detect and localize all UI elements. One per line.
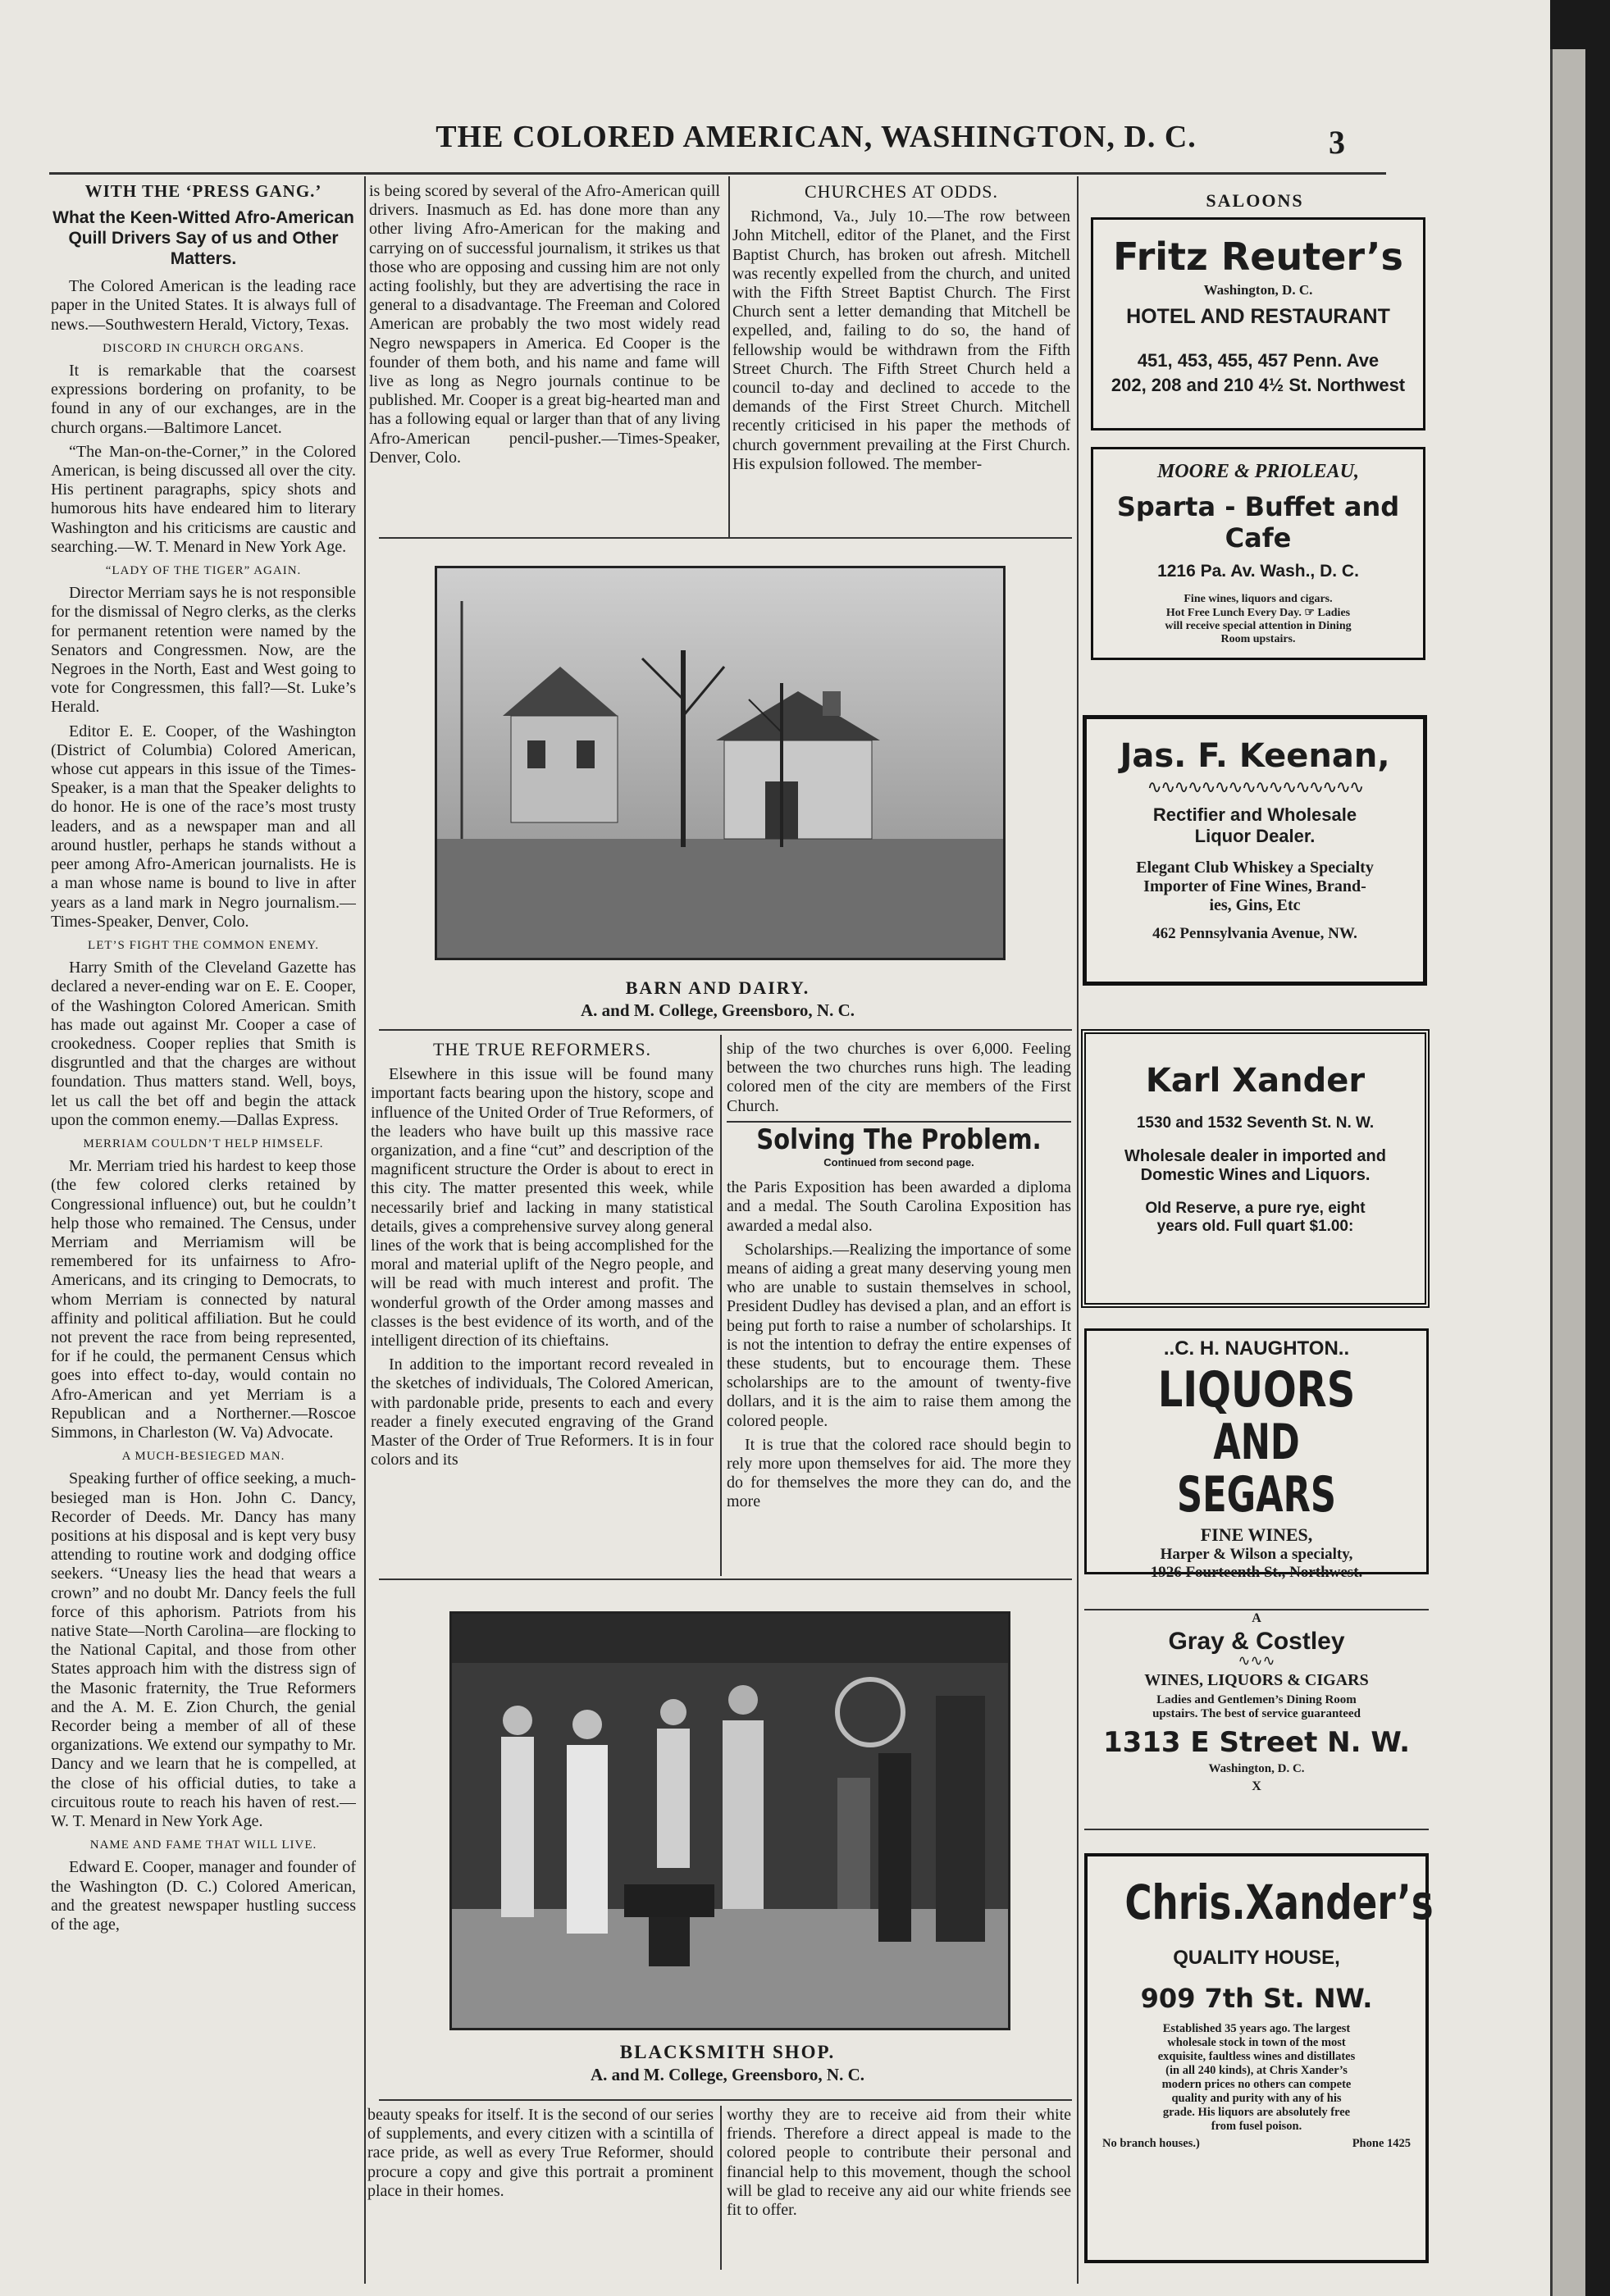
press-gang-item: “The Man-on-the-Corner,” in the Colored American, is being discussed all over the city. His pertinent paragraphs, spicy shots and humorous hits have endeared him to literary Washington and his criticisms are caustic and searching.—W. T. Menard in New York Age. — [51, 442, 356, 556]
ad-line: FINE WINES, — [1200, 1524, 1313, 1545]
ad-line: Wholesale dealer in imported and — [1124, 1147, 1386, 1165]
page-number: 3 — [1329, 124, 1345, 161]
ad-line: Rectifier and Wholesale — [1152, 804, 1357, 825]
churches-at-odds-article — [732, 182, 1070, 535]
ad-line: QUALITY HOUSE, — [1173, 1947, 1340, 1969]
section-rule — [379, 1578, 1072, 1580]
ad-address: 1216 Pa. Av. Wash., D. C. — [1157, 562, 1359, 581]
article-paragraph: the Paris Exposition has been awarded a diploma and a medal. The South Carolina Exposition has awarded a medal also. — [727, 1178, 1071, 1235]
naughton-ad — [1084, 1328, 1429, 1581]
chris-xander-ad — [1084, 1853, 1434, 2263]
ad-line: No branch houses.) — [1102, 2137, 1200, 2150]
column-rule — [728, 176, 730, 537]
ad-address: 202, 208 and 210 4½ St. Northwest — [1111, 375, 1406, 395]
churches-heading: CHURCHES AT ODDS. — [804, 182, 999, 202]
cooper-article-continued — [369, 182, 720, 531]
masthead-rule — [49, 172, 1386, 175]
press-gang-item: Editor E. E. Cooper, of the Washington (District of Columbia) Colored American, whose cut appears in this issue of the Times-Speaker, is a man that the Speaker delights to do honor. He is one of the race’s most trusty leaders, and as a newspaper man and all around hustler, perhaps he stands without a peer among Afro-American journalists. He is a man whose name is bound to live in after years as a land mark in Negro journalism.—Times-Speaker, Denver, Colo. — [51, 722, 356, 931]
press-gang-item: Director Merriam says he is not responsible for the dismissal of Negro clerks, as the clerks for permanent retention were named by the Senators and Congressmen. Now, are the Negroes in the North, East and West going to vote for Congressmen, this fall?—St. Luke’s Herald. — [51, 584, 356, 717]
ad-address: 1313 E Street N. W. — [1102, 1726, 1411, 1759]
ad-line: Liquor Dealer. — [1194, 826, 1316, 846]
ad-name: Gray & Costley — [1168, 1628, 1345, 1655]
barn-illustration — [437, 568, 1003, 958]
ad-name: Jas. F. Keenan, — [1120, 737, 1390, 775]
ad-line: upstairs. The best of service guaranteed — [1152, 1707, 1361, 1720]
press-gang-subheading: MERRIAM COULDN’T HELP HIMSELF. — [83, 1137, 324, 1150]
page-edge — [1550, 49, 1585, 2296]
section-rule — [727, 1121, 1071, 1123]
ad-address: 451, 453, 455, 457 Penn. Ave — [1137, 350, 1380, 371]
ad-line: WINES, LIQUORS & CIGARS — [1144, 1671, 1369, 1689]
ad-line: exquisite, faultless wines and distillates — [1157, 2050, 1356, 2063]
ad-address: 1926 Fourteenth St., Northwest. — [1150, 1564, 1363, 1581]
ad-headline: AND SEGARS — [1177, 1414, 1336, 1524]
ad-address: 1530 and 1532 Seventh St. N. W. — [1136, 1114, 1375, 1132]
true-reformers-article — [371, 1040, 714, 1573]
ad-line: Room upstairs. — [1220, 633, 1296, 645]
press-gang-deck: What the Keen-Witted Afro-American Quill Drivers Say of us and Other Matters. — [52, 208, 354, 269]
press-gang-items — [51, 277, 356, 1934]
press-gang-item: It is remarkable that the coarsest expressions bordering on profanity, to be found in any of our exchanges, are in the church organs.—Baltimore Lancet. — [51, 362, 356, 437]
ad-ornament: ∿∿∿∿∿∿∿∿∿∿∿∿∿∿∿∿ — [1147, 777, 1363, 797]
ad-line: years old. Full quart $1.00: — [1156, 1218, 1354, 1235]
ad-line: Harper & Wilson a specialty, — [1160, 1546, 1353, 1563]
ad-title: Sparta - Buffet and Cafe — [1116, 491, 1400, 554]
ad-name: Karl Xander — [1145, 1062, 1366, 1100]
ad-name: Chris.Xander’s — [1124, 1875, 1434, 1930]
press-gang-subheading: LET’S FIGHT THE COMMON ENEMY. — [88, 938, 319, 952]
ad-name: Fritz Reuter’s — [1113, 235, 1403, 279]
ad-line: Hot Free Lunch Every Day. ☞ Ladies — [1165, 607, 1351, 619]
karl-xander-ad — [1081, 1029, 1430, 1308]
press-gang-item: Edward E. Cooper, manager and founder of the Washington (D. C.) Colored American, and the greatest newspaper hustling success of the age, — [51, 1858, 356, 1934]
sparta-buffet-ad — [1091, 447, 1425, 660]
ad-line: (in all 240 kinds), at Chris Xander’s — [1165, 2064, 1348, 2077]
column-rule — [364, 176, 366, 2284]
press-gang-subheading: “LADY OF THE TIGER” AGAIN. — [105, 564, 302, 578]
column-rule — [720, 2106, 722, 2270]
ad-line: wholesale stock in town of the most — [1167, 2036, 1346, 2049]
ad-address: 462 Pennsylvania Avenue, NW. — [1152, 925, 1357, 942]
column-rule — [1077, 176, 1079, 2284]
ad-phone: Phone 1425 — [1352, 2137, 1411, 2150]
ad-line: Elegant Club Whiskey a Specialty — [1136, 859, 1374, 877]
press-gang-subheading: DISCORD IN CHURCH ORGANS. — [103, 341, 304, 355]
ad-ornament: A — [1252, 1611, 1261, 1625]
photo-caption-location: A. and M. College, Greensboro, N. C. — [580, 1000, 855, 1020]
section-rule — [379, 1029, 1072, 1031]
ad-address: 909 7th St. NW. — [1140, 1983, 1373, 2014]
photo-caption-title: BARN AND DAIRY. — [625, 977, 810, 998]
article-text: is being scored by several of the Afro-American quill drivers. Inasmuch as Ed. has done more than any other living Afro-American for the making and carrying on of successful journalism, it strikes us that those who are opposing and cussing him are not only acting foolishly, but they are advertising the race in general to a disadvantage. The Freeman and Colored American are probably the two most widely read Negro newspapers in America. Ed Cooper is the founder of them both, and his name and fame will live as long as Negro journals continue to be published. Mr. Cooper is a great big-hearted man and has a following equal or larger than that of any living Afro-American pencil-pusher.—Times-Speaker, Denver, Colo. — [369, 182, 720, 467]
article-text: worthy they are to receive aid from their white friends. Therefore a direct appeal is made to the colored people to contribute their personal and financial help to this movement, though the school will be glad to receive any aid our white friends see fit to offer. — [727, 2106, 1071, 2220]
true-reformers-heading: THE TRUE REFORMERS. — [432, 1040, 652, 1059]
press-gang-item: Mr. Merriam tried his hardest to keep those (the few colored clerks retained by Congressional influence) out, but he couldn’t help those who remained. The Census, under Merriam and Merriamism will be remembered for its unfairness to Afro-Americans, and its cringing to Democrats, to whom Merriam is connected by natural affinity and political affiliation. But he could not prevent the race from being represented, for if he could, the permanent Census which goes into effect to-day, would contain no Afro-American and yet Merriam is a Republican and a Northerner.—Roscoe Simmons, in Charleston (W. Va) Advocate. — [51, 1157, 356, 1442]
ad-ornament: X — [1252, 1779, 1261, 1793]
article-text: beauty speaks for itself. It is the second of our series of supplements, and every citizen with a scintilla of race pride, as well as every True Reformer, should procure a copy and give this portrait a prominent place in their homes. — [367, 2106, 714, 2200]
saloons-heading: SALOONS — [1206, 190, 1304, 211]
ad-name: ..C. H. NAUGHTON.. — [1163, 1337, 1350, 1360]
ad-city: Washington, D. C. — [1203, 282, 1313, 298]
masthead: THE COLORED AMERICAN, WASHINGTON, D. C. — [436, 120, 1197, 154]
ad-rule — [1084, 1609, 1429, 1610]
solving-the-problem-continued — [727, 2106, 1071, 2270]
solving-the-problem-article — [727, 1040, 1071, 1573]
article-paragraph: Elsewhere in this issue will be found many important facts bearing upon the history, scope and influence of the United Order of True Reformers, of the leaders who have built up this massive race organization, and a fine “cut” and description of the magnificent structure the Order is about to erect in this city. The matter presented this week, while necessarily brief and lacking in many statistical details, gives a comprehensive survey along general lines of the work that is being accomplished for the moral and material uplift of the Negro people, and will be read with much interest and profit. The wonderful growth of the Order among masses and classes is the best evidence of its worth, and of the intelligent direction of its chieftains. — [371, 1065, 714, 1351]
ad-line: will receive special attention in Dining — [1165, 620, 1352, 632]
article-paragraph: Scholarships.—Realizing the importance of some means of aiding a great many deserving young men who are unable to sustain themselves in school, President Dudley has devised a plan, and an effort is being put forth to raise a number of scholarships. It is not the intention to defray the entire expenses of these students, but to encourage them. These scholarships are to the amount of twenty-five dollars, and it is the aim to raise them among the colored people. — [727, 1240, 1071, 1430]
press-gang-subheading: NAME AND FAME THAT WILL LIVE. — [89, 1838, 317, 1852]
column-rule — [720, 1035, 722, 1576]
ad-line: Established 35 years ago. The largest — [1162, 2022, 1351, 2035]
ad-line: modern prices no others can compete — [1161, 2078, 1352, 2091]
solving-heading: Solving The Problem. — [756, 1123, 1042, 1156]
ad-rule — [1084, 1829, 1429, 1830]
ad-line: Fine wines, liquors and cigars. — [1184, 593, 1333, 605]
ad-line: from fusel poison. — [1211, 2120, 1302, 2133]
article-text: ship of the two churches is over 6,000. Feeling between the two churches runs high. The leading colored men of the city are members of the First Church. — [727, 1040, 1071, 1115]
article-paragraph: It is true that the colored race should begin to rely more upon themselves for aid. The more they do for themselves the more they can do, and the more — [727, 1435, 1071, 1511]
keenan-ad — [1083, 715, 1427, 986]
ad-type: HOTEL AND RESTAURANT — [1126, 305, 1390, 328]
ad-name: MOORE & PRIOLEAU, — [1156, 461, 1360, 482]
article-text: Richmond, Va., July 10.—The row between John Mitchell, editor of the Planet, and the First Baptist Church, has broken out afresh. Mitchell was recently expelled from the church, and united with the Fifth Street Baptist Church. The First Church sent a letter demanding that Mitchell be expelled, and, failing to do so, the hand of fellowship would be withdrawn from the Fifth Street Church. The Fifth Street Church held a council to-day and declined to accede to the demands of the First Street Church. Mitchell recently criticised in his paper the methods of church government prevailing at the First Church. His expulsion followed. The member- — [732, 207, 1070, 473]
ad-line: Importer of Fine Wines, Brand- — [1143, 877, 1366, 895]
press-gang-item: The Colored American is the leading race paper in the United States. It is always full of news.—Southwestern Herald, Victory, Texas. — [51, 277, 356, 334]
gray-costley-ad — [1084, 1611, 1429, 1833]
true-reformers-continued — [367, 2106, 714, 2270]
ad-line: Old Reserve, a pure rye, eight — [1145, 1200, 1366, 1217]
ad-headline: LIQUORS — [1157, 1361, 1356, 1419]
ad-ornament: ∿∿∿ — [1238, 1652, 1275, 1669]
ad-city: Washington, D. C. — [1208, 1762, 1305, 1775]
section-rule — [379, 537, 1072, 539]
press-gang-subheading: A MUCH-BESIEGED MAN. — [121, 1450, 285, 1464]
section-rule — [379, 2099, 1072, 2101]
photo-caption-title: BLACKSMITH SHOP. — [619, 2042, 836, 2062]
press-gang-item: Harry Smith of the Cleveland Gazette has declared a never-ending war on E. E. Cooper, of the Washington Colored American. Smith has made out against Mr. Cooper a case of crookedness. Cooper replies that Smith is disgruntled and that the charges are without foundation. Thus matters stand. Well, boys, let us call the bet off and begin the attack upon the common enemy.—Dallas Express. — [51, 959, 356, 1129]
ad-line: grade. His liquors are absolutely free — [1162, 2106, 1351, 2119]
ad-line: Ladies and Gentlemen’s Dining Room — [1156, 1693, 1357, 1706]
ad-line: quality and purity with any of his — [1171, 2092, 1342, 2105]
fritz-reuter-ad — [1091, 217, 1425, 430]
article-paragraph: In addition to the important record revealed in the sketches of individuals, The Colored American, with pardonable pride, presents to each and every reader a finely executed engraving of the Grand Master of the Order of True Reformers. It is in four colors and its — [371, 1355, 714, 1469]
ad-footer — [1088, 2134, 1425, 2151]
continued-note: Continued from second page. — [823, 1156, 974, 1169]
blacksmith-shop-photo — [449, 1611, 1010, 2030]
barn-and-dairy-photo — [435, 566, 1006, 960]
blacksmith-illustration — [452, 1614, 1008, 2028]
press-gang-heading: WITH THE ‘PRESS GANG.’ — [84, 182, 322, 201]
press-gang-item: Speaking further of office seeking, a much-besieged man is Hon. John C. Dancy, Recorder of Deeds. Mr. Dancy has many positions at his disposal and is kept very busy attending to routine work and dodging office seekers. “Uneasy lies the head that wears a crown” and no doubt Mr. Dancy feels the full force of this aphorism. Patriots from his native State—North Carolina—are flocking to the National Capital, and those from other States approach him with the distress sign of the Masonic fraternity, the True Reformers and the A. M. E. Zion Church, the genial Recorder being a member of all of these organizations. We extend our sympathy to Mr. Dancy and we learn that he is compelled, at the close of his official duties, to take a circuitous route to reach his haven of rest.—W. T. Menard in New York Age. — [51, 1469, 356, 1831]
press-gang-column — [51, 182, 356, 2281]
photo-caption-location: A. and M. College, Greensboro, N. C. — [590, 2065, 865, 2084]
ad-line: ies, Gins, Etc — [1209, 896, 1301, 914]
ad-line: Domestic Wines and Liquors. — [1140, 1166, 1371, 1184]
